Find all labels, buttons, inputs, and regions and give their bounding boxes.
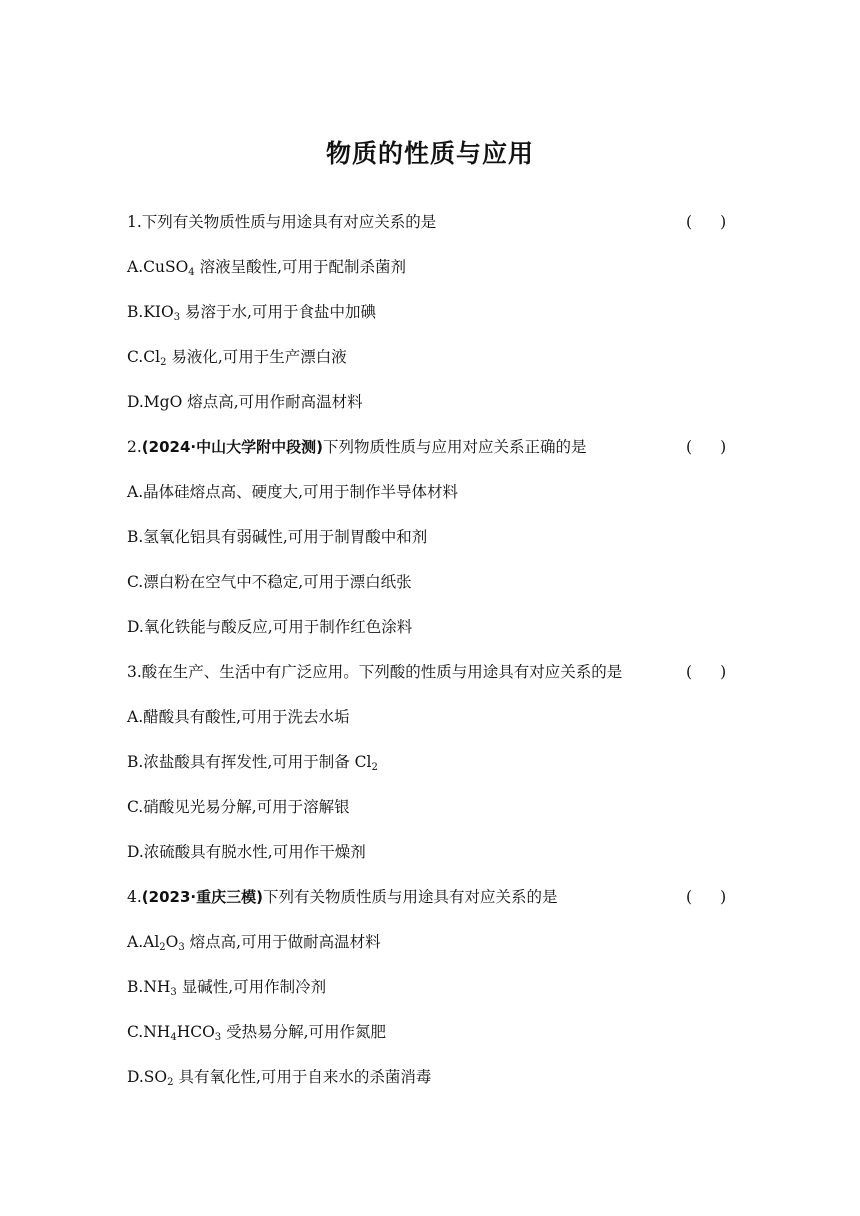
option-d: D.MgO 熔点高,可用作耐高温材料: [127, 393, 363, 411]
answer-bracket: ( ): [686, 438, 727, 456]
option-a: A.醋酸具有酸性,可用于洗去水垢: [127, 708, 350, 726]
option-c: C.漂白粉在空气中不稳定,可用于漂白纸张: [127, 573, 412, 591]
option-c: $C.Cl_2$ 易液化,可用于生产漂白液: [127, 348, 347, 368]
question-source: (2024·中山大学附中段测): [141, 438, 323, 456]
question-number: 3.: [127, 663, 142, 681]
question-text: 下列有关物质性质与用途具有对应关系的是: [262, 888, 558, 906]
option-a: $A.Al_2O_3$ 熔点高,可用于做耐高温材料: [127, 933, 381, 953]
option-c: C.硝酸见光易分解,可用于溶解银: [127, 798, 350, 816]
question-text: 下列有关物质性质与用途具有对应关系的是: [141, 213, 437, 231]
question-2-stem: [127, 437, 586, 457]
option-b: B.浓盐酸具有挥发性,可用于制备 $Cl_2$: [127, 753, 378, 773]
option-a: A.晶体硅熔点高、硬度大,可用于制作半导体材料: [127, 483, 459, 501]
option-d: $D.SO_2$ 具有氧化性,可用于自来水的杀菌消毒: [127, 1068, 432, 1088]
option-d: D.浓硫酸具有脱水性,可用作干燥剂: [127, 843, 366, 861]
answer-bracket: ( ): [686, 213, 727, 231]
question-text: 下列物质性质与应用对应关系正确的是: [322, 438, 587, 456]
question-number: 2.: [127, 438, 142, 456]
question-number: 1.: [127, 213, 142, 231]
option-c: $C.NH_4HCO_3$ 受热易分解,可用作氮肥: [127, 1023, 387, 1043]
option-b: $B.NH_3$ 显碱性,可用作制冷剂: [127, 978, 327, 998]
question-4-stem: [127, 887, 557, 907]
option-d: D.氧化铁能与酸反应,可用于制作红色涂料: [127, 618, 413, 636]
option-a: A.CuSO$_4$ 溶液呈酸性,可用于配制杀菌剂: [127, 258, 407, 278]
answer-bracket: ( ): [686, 663, 727, 681]
question-source: (2023·重庆三模): [141, 888, 263, 906]
question-number: 4.: [127, 888, 142, 906]
page-title: 物质的性质与应用: [325, 139, 534, 168]
question-text: 酸在生产、生活中有广泛应用。下列酸的性质与用途具有对应关系的是: [141, 663, 623, 681]
question-3-stem: [127, 662, 622, 682]
question-1-stem: [127, 212, 436, 232]
answer-bracket: ( ): [686, 888, 727, 906]
option-b: $B.KIO_3$ 易溶于水,可用于食盐中加碘: [127, 303, 376, 323]
option-b: B.氢氧化铝具有弱碱性,可用于制胃酸中和剂: [127, 528, 428, 546]
